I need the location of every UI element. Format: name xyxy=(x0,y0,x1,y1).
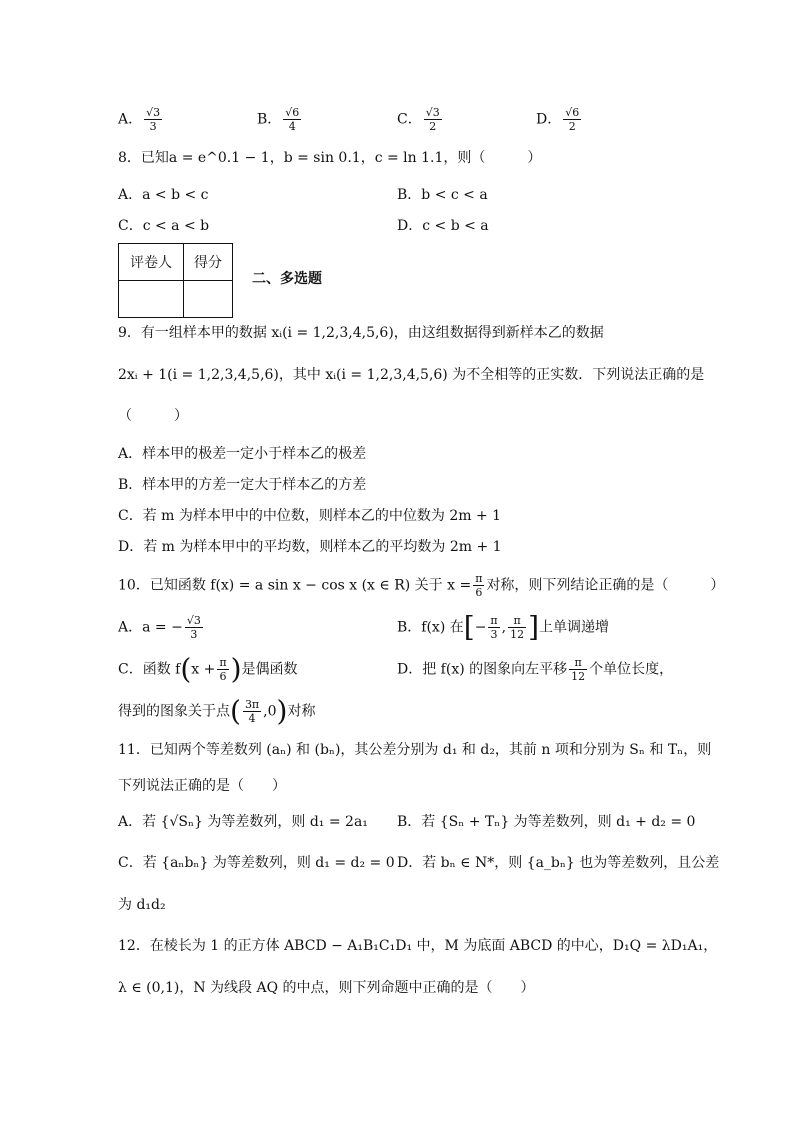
score-header: 得分 xyxy=(184,244,233,281)
numerator: √3 xyxy=(146,106,161,119)
option-text-tail: 个单位长度， xyxy=(589,661,674,678)
q10-option-c xyxy=(118,652,298,686)
q9-stem-line1: 9．有一组样本甲的数据 xᵢ(i = 1,2,3,4,5,6)，由这组数据得到新样本乙的数据 xyxy=(118,325,604,341)
option-text: A．a = − xyxy=(118,619,183,636)
option-text-tail: 对称 xyxy=(287,703,316,720)
inner-expr: x + xyxy=(191,661,216,678)
option-text: 得到的图象关于点 xyxy=(118,703,230,720)
left-bracket: [ xyxy=(463,610,475,644)
q11-option-a: A．若 {√Sₙ} 为等差数列，则 d₁ = 2a₁ xyxy=(118,814,368,830)
denominator: 3 xyxy=(490,628,498,641)
denominator: 4 xyxy=(288,120,296,133)
numerator: π xyxy=(490,614,498,627)
fraction xyxy=(569,656,587,683)
denominator: 2 xyxy=(429,120,437,133)
fraction xyxy=(488,614,499,641)
right-paren: ) xyxy=(276,694,288,728)
option-label: D． xyxy=(536,111,562,128)
q8-option-b: B．b < c < a xyxy=(397,187,488,203)
q10-option-d-cont xyxy=(118,694,316,728)
q9-stem-line3: （ ） xyxy=(118,408,188,424)
denominator: 6 xyxy=(219,670,227,683)
fraction xyxy=(508,614,526,641)
q9-option-d: D．若 m 为样本甲中的平均数，则样本乙的平均数为 2m + 1 xyxy=(118,539,502,555)
fraction xyxy=(243,698,261,725)
numerator: π xyxy=(219,656,227,669)
numerator: π xyxy=(569,656,587,670)
point-tail: ,0 xyxy=(263,703,277,720)
denominator: 3 xyxy=(149,120,157,133)
q11-option-d: D．若 bₙ ∈ N*，则 {a_bₙ} 也为等差数列，且公差 xyxy=(397,855,720,871)
q10-stem xyxy=(118,572,724,599)
denominator: 6 xyxy=(475,586,483,599)
fraction xyxy=(217,656,228,683)
numerator: √6 xyxy=(285,106,300,119)
q11-option-c: C．若 {aₙbₙ} 为等差数列，则 d₁ = d₂ = 0 xyxy=(118,855,395,871)
q9-stem-line2: 2xᵢ + 1(i = 1,2,3,4,5,6)，其中 xᵢ(i = 1,2,3,4,5,6) 为不全相等的正实数．下列说法正确的是 xyxy=(118,367,705,383)
numerator: π xyxy=(508,614,526,628)
fraction xyxy=(424,106,442,133)
q10-option-a xyxy=(118,614,205,641)
q9-option-a: A．样本甲的极差一定小于样本乙的极差 xyxy=(118,446,367,462)
fraction xyxy=(283,106,301,133)
option-text: C．函数 f xyxy=(118,661,181,678)
q8-option-d: D．c < b < a xyxy=(397,218,489,234)
fraction xyxy=(563,106,581,133)
comma: , xyxy=(501,619,507,636)
numerator: √6 xyxy=(565,106,580,119)
q11-stem-line2: 下列说法正确的是（ ） xyxy=(118,778,286,794)
numerator: π xyxy=(475,572,483,585)
right-paren: ) xyxy=(230,652,242,686)
q11-option-b: B．若 {Sₙ + Tₙ} 为等差数列，则 d₁ + d₂ = 0 xyxy=(397,814,696,830)
denominator: 4 xyxy=(248,712,256,725)
q7-option-d xyxy=(536,106,583,133)
q8-stem: 8．已知a = e^0.1 − 1，b = sin 0.1，c = ln 1.1，则（ ） xyxy=(118,150,542,166)
q10-stem-part2: 对称，则下列结论正确的是（ ） xyxy=(486,577,725,594)
q10-option-b xyxy=(397,610,610,644)
option-text-tail: 是偶函数 xyxy=(241,661,298,678)
denominator: 12 xyxy=(571,670,586,683)
q10-stem-part1: 10．已知函数 f(x) = a sin x − cos x (x ∈ R) 关于 x = xyxy=(118,577,472,594)
q8-option-c: C．c < a < b xyxy=(118,218,210,234)
left-paren: ( xyxy=(230,694,241,728)
q12-stem-line2: λ ∈ (0,1)，N 为线段 AQ 的中点，则下列命题中正确的是（ ） xyxy=(118,980,535,996)
grader-cell xyxy=(119,281,184,318)
option-label: B． xyxy=(257,111,282,128)
score-cell xyxy=(184,281,233,318)
score-table xyxy=(118,243,233,318)
q9-option-c: C．若 m 为样本甲中的中位数，则样本乙的中位数为 2m + 1 xyxy=(118,508,502,524)
q11-stem-line1: 11．已知两个等差数列 (aₙ) 和 (bₙ)，其公差分别为 d₁ 和 d₂，其前 n 项和分别为 Sₙ 和 Tₙ，则 xyxy=(118,742,712,758)
q7-option-a xyxy=(118,106,164,133)
left-paren: ( xyxy=(180,652,192,686)
q9-option-b: B．样本甲的方差一定大于样本乙的方差 xyxy=(118,477,367,493)
q7-option-b xyxy=(257,106,303,133)
section-title: 二、多选题 xyxy=(252,271,322,287)
q11-option-d-cont: 为 d₁d₂ xyxy=(118,897,166,913)
option-text-tail: 上单调递增 xyxy=(539,619,610,636)
numerator: √3 xyxy=(186,614,201,627)
q8-option-a: A．a < b < c xyxy=(118,187,209,203)
fraction xyxy=(473,572,484,599)
q7-option-c xyxy=(397,106,444,133)
minus-sign: − xyxy=(474,619,487,636)
right-bracket: ] xyxy=(528,610,540,644)
option-label: A． xyxy=(118,111,143,128)
option-text: D．把 f(x) 的图象向左平移 xyxy=(397,661,568,678)
option-text: B．f(x) 在 xyxy=(397,619,464,636)
q10-option-d xyxy=(397,656,673,683)
grader-header: 评卷人 xyxy=(119,244,184,281)
numerator: 3π xyxy=(244,698,260,711)
option-label: C． xyxy=(397,111,422,128)
denominator: 3 xyxy=(190,628,198,641)
q12-stem-line1: 12．在棱长为 1 的正方体 ABCD − A₁B₁C₁D₁ 中，M 为底面 ABCD 的中心，D₁Q = λD₁A₁， xyxy=(118,938,718,954)
fraction xyxy=(185,614,203,641)
fraction xyxy=(144,106,162,133)
denominator: 2 xyxy=(568,120,576,133)
numerator: √3 xyxy=(425,106,440,119)
denominator: 12 xyxy=(510,628,525,641)
